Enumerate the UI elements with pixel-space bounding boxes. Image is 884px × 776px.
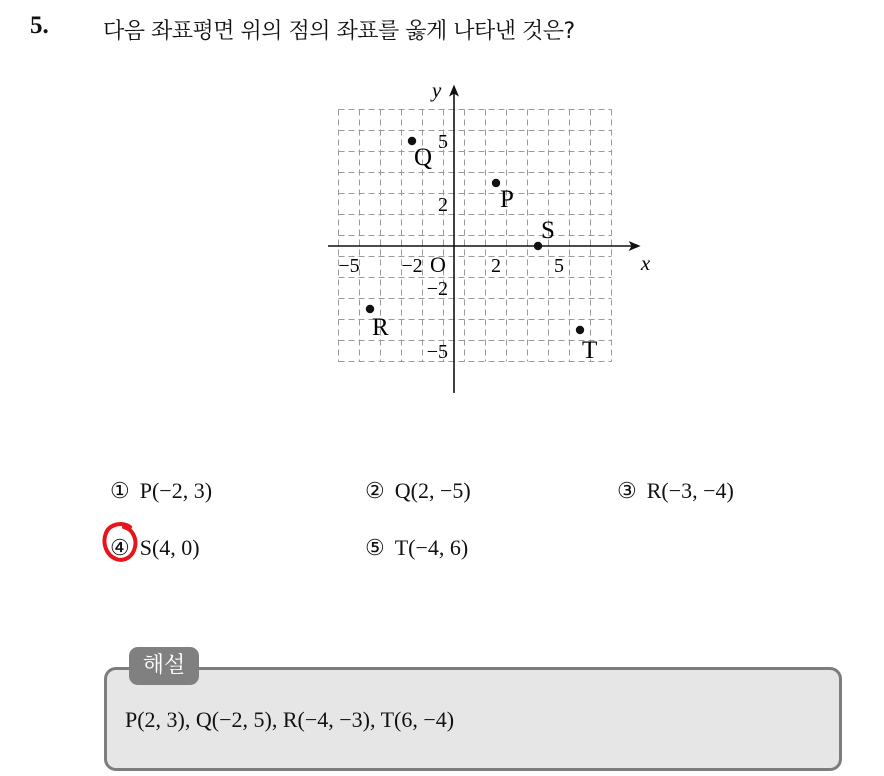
x-tick-label: −2 — [401, 255, 423, 277]
question-number: 5. — [30, 12, 49, 39]
choice-text: Q(2, −5) — [394, 478, 471, 503]
answer-circle-mark — [102, 521, 138, 563]
point-label-r: R — [372, 314, 389, 341]
coordinate-plane — [320, 80, 650, 400]
choice-marker: ④ — [110, 535, 130, 560]
choice-text: P(−2, 3) — [139, 478, 213, 503]
point-label-t: T — [582, 337, 598, 364]
y-axis-label: y — [432, 80, 442, 102]
point-p — [492, 179, 500, 187]
choice-1[interactable] — [110, 478, 212, 504]
choice-text: S(4, 0) — [139, 535, 200, 560]
choice-text: T(−4, 6) — [394, 535, 469, 560]
point-label-s: S — [541, 217, 555, 244]
choice-5[interactable] — [365, 535, 468, 561]
choice-text: R(−3, −4) — [646, 478, 734, 503]
choice-marker: ① — [110, 478, 130, 503]
x-tick-label: 2 — [491, 255, 501, 277]
x-tick-label: −5 — [338, 255, 360, 277]
y-tick-label: 2 — [438, 194, 448, 216]
choice-2[interactable] — [365, 478, 471, 504]
choice-marker: ③ — [617, 478, 637, 503]
y-tick-label: 5 — [438, 131, 448, 153]
point-t — [576, 326, 584, 334]
point-r — [366, 305, 374, 313]
x-axis-label: x — [640, 251, 650, 275]
solution-tag: 해설 — [129, 647, 199, 685]
choice-marker: ② — [365, 478, 385, 503]
choice-3[interactable] — [617, 478, 734, 504]
choice-marker: ⑤ — [365, 535, 385, 560]
solution-text: P(2, 3), Q(−2, 5), R(−4, −3), T(6, −4) — [125, 707, 455, 732]
point-label-q: Q — [414, 144, 433, 171]
origin-label: O — [430, 252, 446, 277]
y-tick-label: −2 — [426, 278, 448, 300]
point-label-p: P — [500, 186, 514, 213]
y-tick-label: −5 — [426, 341, 448, 363]
x-tick-label: 5 — [554, 255, 564, 277]
question-text: 다음 좌표평면 위의 점의 좌표를 옳게 나타낸 것은? — [103, 19, 575, 44]
